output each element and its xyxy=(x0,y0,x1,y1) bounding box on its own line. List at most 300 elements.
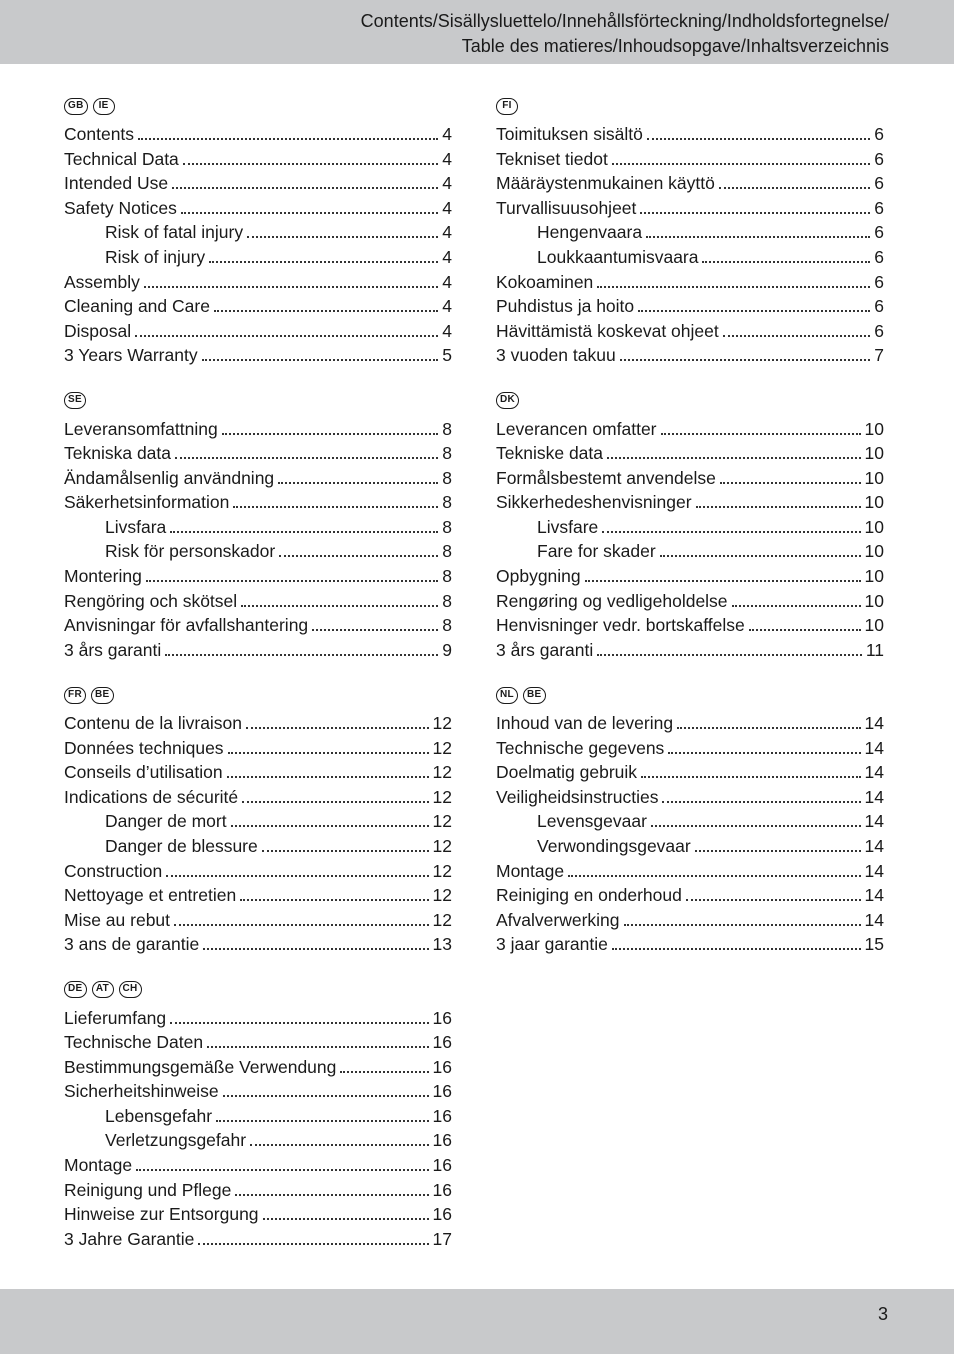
dot-leader xyxy=(170,1012,428,1024)
dot-leader xyxy=(227,766,429,778)
dot-leader xyxy=(183,153,438,165)
toc-entry-label: 3 jaar garantie xyxy=(496,934,608,955)
toc-entry-page: 14 xyxy=(864,713,884,733)
toc-entry[interactable] xyxy=(64,589,452,614)
toc-entry-label: Contents xyxy=(64,124,135,144)
dot-leader xyxy=(638,300,870,312)
toc-entry-label: Montage xyxy=(64,1155,133,1176)
language-badges xyxy=(64,387,452,415)
toc-entry-label: Doelmatig gebruik xyxy=(496,762,638,783)
toc-entry[interactable] xyxy=(64,270,452,295)
toc-entry-page: 16 xyxy=(432,1007,452,1028)
toc-entry-label: 3 vuoden takuu xyxy=(496,345,616,366)
dot-leader xyxy=(263,1208,429,1220)
toc-entry-label: Cleaning and Care xyxy=(64,296,210,317)
toc-entry-page: 14 xyxy=(864,762,884,783)
dot-leader xyxy=(207,1036,428,1048)
language-badge: SE xyxy=(64,392,86,409)
toc-entry-page: 10 xyxy=(864,590,884,611)
toc-entry-label: Loukkaantumisvaara xyxy=(537,246,699,267)
language-badge: BE xyxy=(91,687,114,704)
toc-entry-label: Données techniques xyxy=(64,737,224,758)
toc-entry[interactable] xyxy=(64,1153,452,1178)
toc-entry[interactable] xyxy=(64,859,452,884)
toc-entry-label: Reinigung und Pflege xyxy=(64,1179,232,1200)
language-badge: DK xyxy=(496,392,519,409)
toc-entry[interactable] xyxy=(64,760,452,785)
toc-entry[interactable] xyxy=(64,1202,452,1227)
toc-entry-label: Nettoyage et entretien xyxy=(64,885,237,906)
toc-entry-label: Safety Notices xyxy=(64,197,177,218)
toc-entry[interactable] xyxy=(496,147,884,172)
toc-entry-page: 12 xyxy=(432,762,452,783)
toc-entry-label: Risk of injury xyxy=(105,246,206,267)
toc-entry[interactable] xyxy=(64,613,452,638)
toc-entry-page: 6 xyxy=(874,296,884,317)
toc-entry[interactable] xyxy=(64,908,452,933)
dot-leader xyxy=(695,840,861,852)
toc-entry-page: 10 xyxy=(864,615,884,636)
dot-leader xyxy=(568,865,860,877)
toc-entry-page: 15 xyxy=(864,934,884,955)
toc-entry-label: Kokoaminen xyxy=(496,271,594,292)
toc-entry-label: 3 ans de garantie xyxy=(64,934,200,955)
language-badge: FR xyxy=(64,687,86,704)
toc-entry-page: 4 xyxy=(442,320,452,341)
dot-leader xyxy=(620,349,871,361)
toc-entry-page: 8 xyxy=(442,443,452,464)
language-badge: CH xyxy=(119,981,142,998)
toc-entry-label: Veiligheidsinstructies xyxy=(496,786,659,807)
toc-section xyxy=(64,92,452,387)
toc-entry-page: 10 xyxy=(864,443,884,464)
dot-leader xyxy=(222,423,439,435)
toc-entry[interactable] xyxy=(496,245,884,270)
toc-entry-page: 9 xyxy=(442,639,452,660)
toc-entry-page: 4 xyxy=(442,296,452,317)
dot-leader xyxy=(723,325,871,337)
toc-entry-page: 12 xyxy=(432,713,452,733)
toc-entry[interactable] xyxy=(64,1030,452,1055)
dot-leader xyxy=(146,570,438,582)
toc-entry-label: Toimituksen sisältö xyxy=(496,124,643,144)
language-badges xyxy=(496,92,884,120)
toc-entry-label: Mise au rebut xyxy=(64,909,171,930)
toc-entry-label: Puhdistus ja hoito xyxy=(496,296,635,317)
toc-entry-page: 4 xyxy=(442,173,452,194)
toc-entry-page: 16 xyxy=(432,1032,452,1053)
toc-entry-label: Disposal xyxy=(64,320,132,341)
toc-entry[interactable] xyxy=(64,220,452,245)
toc-entry-page: 12 xyxy=(432,737,452,758)
toc-entry[interactable] xyxy=(64,1104,452,1129)
toc-entry[interactable] xyxy=(496,122,884,147)
dot-leader xyxy=(138,128,438,140)
dot-leader xyxy=(597,276,870,288)
toc-entry-page: 8 xyxy=(442,516,452,537)
toc-entry[interactable] xyxy=(496,638,884,663)
toc-entry-page: 4 xyxy=(442,271,452,292)
toc-entry-label: Livsfare xyxy=(537,516,599,537)
toc-entry[interactable] xyxy=(64,343,452,368)
header-bar xyxy=(0,0,954,64)
toc-entry-page: 4 xyxy=(442,148,452,169)
toc-entry-label: Hengenvaara xyxy=(537,222,643,243)
toc-entry-page: 11 xyxy=(865,639,884,660)
toc-entry[interactable] xyxy=(496,736,884,761)
dot-leader xyxy=(209,251,438,263)
dot-leader xyxy=(262,840,429,852)
toc-entry-page: 8 xyxy=(442,566,452,587)
dot-leader xyxy=(247,226,438,238)
toc-entry[interactable] xyxy=(496,834,884,859)
toc-entry[interactable] xyxy=(64,441,452,466)
toc-entry-label: Assembly xyxy=(64,271,140,292)
dot-leader xyxy=(646,226,870,238)
toc-entry-label: Leveransomfattning xyxy=(64,418,218,439)
dot-leader xyxy=(233,496,438,508)
toc-entry-label: 3 Years Warranty xyxy=(64,345,198,366)
toc-section xyxy=(64,681,452,976)
language-badge: DE xyxy=(64,981,87,998)
dot-leader xyxy=(241,595,438,607)
dot-leader xyxy=(340,1061,428,1073)
dot-leader xyxy=(223,1085,429,1097)
toc-entry-label: Hinweise zur Entsorgung xyxy=(64,1204,259,1225)
dot-leader xyxy=(719,177,870,189)
toc-entry-label: Anvisningar för avfallshantering xyxy=(64,615,309,636)
toc-entry-label: Construction xyxy=(64,860,163,881)
toc-entry[interactable] xyxy=(496,539,884,564)
language-badge: BE xyxy=(523,687,546,704)
toc-entry[interactable] xyxy=(64,638,452,663)
toc-entry-label: 3 Jahre Garantie xyxy=(64,1228,195,1249)
toc-entry-page: 10 xyxy=(864,516,884,537)
dot-leader xyxy=(198,1233,428,1245)
dot-leader xyxy=(136,1159,428,1171)
toc-entry[interactable] xyxy=(64,515,452,540)
toc-entry-page: 14 xyxy=(864,737,884,758)
dot-leader xyxy=(279,545,438,557)
toc-entry-page: 6 xyxy=(874,222,884,243)
toc-entry-page: 4 xyxy=(442,246,452,267)
toc-entry-page: 5 xyxy=(442,345,452,366)
toc-entry[interactable] xyxy=(496,515,884,540)
toc-entry[interactable] xyxy=(64,147,452,172)
toc-entry[interactable] xyxy=(496,466,884,491)
toc-entry[interactable] xyxy=(496,883,884,908)
toc-section xyxy=(64,976,452,1271)
toc-entry-page: 12 xyxy=(432,835,452,856)
dot-leader xyxy=(651,815,861,827)
toc-entry-page: 8 xyxy=(442,590,452,611)
toc-entry-page: 8 xyxy=(442,418,452,439)
toc-entry[interactable] xyxy=(496,859,884,884)
toc-entry-label: Conseils d’utilisation xyxy=(64,762,223,783)
toc-entry-page: 14 xyxy=(864,811,884,832)
toc-entry-page: 8 xyxy=(442,615,452,636)
toc-entry-label: Livsfara xyxy=(105,516,167,537)
toc-entry-page: 14 xyxy=(864,786,884,807)
toc-entry[interactable] xyxy=(64,1128,452,1153)
toc-entry-page: 10 xyxy=(864,467,884,488)
language-badge: IE xyxy=(93,98,115,115)
title-line-1: Contents/Sisällysluettelo/Innehållsförteckning/Indholdsfortegnelse/ xyxy=(360,11,889,31)
toc-entry[interactable] xyxy=(496,564,884,589)
toc-entry-page: 6 xyxy=(874,148,884,169)
toc-entry-page: 6 xyxy=(874,246,884,267)
toc-entry-page: 6 xyxy=(874,197,884,218)
dot-leader xyxy=(246,717,429,729)
toc-entry[interactable] xyxy=(64,196,452,221)
dot-leader xyxy=(278,472,438,484)
toc-entry-label: Säkerhetsinformation xyxy=(64,492,230,513)
toc-entry-page: 16 xyxy=(432,1155,452,1176)
dot-leader xyxy=(732,595,861,607)
toc-entry-page: 4 xyxy=(442,197,452,218)
toc-entry[interactable] xyxy=(496,171,884,196)
dot-leader xyxy=(203,938,428,950)
toc-entry-page: 6 xyxy=(874,320,884,341)
dot-leader xyxy=(660,545,861,557)
dot-leader xyxy=(612,938,861,950)
toc-entry-label: Bestimmungsgemäße Verwendung xyxy=(64,1056,337,1077)
toc-entry-label: 3 års garanti xyxy=(496,639,594,660)
toc-entry-label: Technische gegevens xyxy=(496,737,665,758)
toc-entry-page: 16 xyxy=(432,1081,452,1102)
dot-leader xyxy=(668,742,860,754)
toc-entry-page: 14 xyxy=(864,835,884,856)
toc-entry-label: Risk of fatal injury xyxy=(105,222,244,243)
toc-entry-page: 12 xyxy=(432,860,452,881)
dot-leader xyxy=(242,791,428,803)
dot-leader xyxy=(181,202,438,214)
toc-entry[interactable] xyxy=(496,760,884,785)
dot-leader xyxy=(235,1184,428,1196)
toc-entry-page: 4 xyxy=(442,222,452,243)
toc-entry[interactable] xyxy=(64,1006,452,1031)
toc-entry-label: Afvalverwerking xyxy=(496,909,620,930)
dot-leader xyxy=(166,865,428,877)
toc-entry[interactable] xyxy=(64,466,452,491)
toc-entry[interactable] xyxy=(64,1178,452,1203)
page-number: 3 xyxy=(877,1304,888,1324)
toc-entry-page: 12 xyxy=(432,786,452,807)
toc-entry[interactable] xyxy=(64,1055,452,1080)
dot-leader xyxy=(597,644,862,656)
toc-entry-label: Intended Use xyxy=(64,173,169,194)
dot-leader xyxy=(240,889,428,901)
toc-entry-label: Lebensgefahr xyxy=(105,1105,213,1126)
toc-entry-label: Reiniging en onderhoud xyxy=(496,885,682,906)
toc-entry-label: Fare for skader xyxy=(537,541,656,562)
toc-entry[interactable] xyxy=(496,908,884,933)
toc-entry-page: 6 xyxy=(874,173,884,194)
toc-entry[interactable] xyxy=(496,220,884,245)
toc-entry[interactable] xyxy=(496,711,884,736)
toc-entry-label: Danger de blessure xyxy=(105,835,258,856)
toc-entry-page: 7 xyxy=(874,345,884,366)
toc-entry-label: Verletzungsgefahr xyxy=(105,1130,247,1151)
toc-section xyxy=(64,387,452,682)
toc-entry-label: Inhoud van de levering xyxy=(496,713,674,733)
toc-entry-label: Henvisninger vedr. bortskaffelse xyxy=(496,615,745,636)
dot-leader xyxy=(250,1134,428,1146)
toc-column-right xyxy=(496,92,884,976)
toc-entry-label: Lieferumfang xyxy=(64,1007,167,1028)
toc-entry-label: Technical Data xyxy=(64,148,179,169)
dot-leader xyxy=(702,251,870,263)
toc-entry[interactable] xyxy=(496,343,884,368)
toc-entry[interactable] xyxy=(496,294,884,319)
language-badge: FI xyxy=(496,98,518,115)
dot-leader xyxy=(696,496,861,508)
toc-entry-label: Rengøring og vedligeholdelse xyxy=(496,590,728,611)
toc-entry-page: 13 xyxy=(432,934,452,955)
toc-entry-label: Hävittämistä koskevat ohjeet xyxy=(496,320,719,341)
toc-entry[interactable] xyxy=(64,171,452,196)
toc-entry-page: 10 xyxy=(864,566,884,587)
toc-entry[interactable] xyxy=(64,1079,452,1104)
toc-entry-page: 17 xyxy=(432,1228,452,1249)
toc-section xyxy=(496,681,884,976)
toc-entry[interactable] xyxy=(64,319,452,344)
page-title xyxy=(361,9,889,59)
toc-entry[interactable] xyxy=(64,490,452,515)
toc-entry[interactable] xyxy=(496,196,884,221)
toc-entry[interactable] xyxy=(64,122,452,147)
dot-leader xyxy=(661,423,861,435)
title-line-2: Table des matieres/Inhoudsopgave/Inhaltsverzeichnis xyxy=(461,36,889,56)
dot-leader xyxy=(640,202,870,214)
toc-entry-label: Indications de sécurité xyxy=(64,786,239,807)
toc-entry[interactable] xyxy=(496,441,884,466)
toc-entry-page: 14 xyxy=(864,885,884,906)
language-badges xyxy=(496,681,884,709)
toc-section xyxy=(496,92,884,387)
toc-entry[interactable] xyxy=(64,932,452,957)
toc-entry-label: 3 års garanti xyxy=(64,639,162,660)
toc-entry[interactable] xyxy=(496,319,884,344)
toc-entry-label: Määräystenmukainen käyttö xyxy=(496,173,715,194)
dot-leader xyxy=(144,276,438,288)
toc-entry[interactable] xyxy=(496,613,884,638)
toc-entry-label: Risk för personskador xyxy=(105,541,276,562)
toc-entry-label: Montering xyxy=(64,566,142,587)
toc-entry[interactable] xyxy=(496,785,884,810)
toc-entry-page: 8 xyxy=(442,467,452,488)
dot-leader xyxy=(135,325,438,337)
dot-leader xyxy=(216,1110,428,1122)
dot-leader xyxy=(662,791,860,803)
toc-entry[interactable] xyxy=(64,883,452,908)
toc-entry[interactable] xyxy=(496,932,884,957)
toc-entry[interactable] xyxy=(64,245,452,270)
toc-entry[interactable] xyxy=(64,539,452,564)
language-badges xyxy=(64,681,452,709)
toc-entry[interactable] xyxy=(64,417,452,442)
toc-entry-label: Tekniska data xyxy=(64,443,172,464)
toc-entry[interactable] xyxy=(64,736,452,761)
dot-leader xyxy=(647,128,870,140)
dot-leader xyxy=(585,570,861,582)
toc-entry-page: 12 xyxy=(432,811,452,832)
toc-entry-page: 14 xyxy=(864,860,884,881)
toc-entry-label: Danger de mort xyxy=(105,811,227,832)
toc-entry-page: 4 xyxy=(442,124,452,144)
toc-entry[interactable] xyxy=(64,564,452,589)
footer-bar xyxy=(0,1289,954,1354)
toc-entry[interactable] xyxy=(64,294,452,319)
dot-leader xyxy=(749,619,861,631)
toc-entry[interactable] xyxy=(64,785,452,810)
toc-entry[interactable] xyxy=(496,270,884,295)
dot-leader xyxy=(602,521,860,533)
toc-entry-label: Technische Daten xyxy=(64,1032,204,1053)
toc-entry-label: Sikkerhedeshenvisninger xyxy=(496,492,692,513)
toc-entry-page: 16 xyxy=(432,1056,452,1077)
toc-entry-label: Tekniske data xyxy=(496,443,604,464)
toc-entry-page: 12 xyxy=(432,885,452,906)
toc-entry-page: 10 xyxy=(864,418,884,439)
toc-entry-label: Levensgevaar xyxy=(537,811,647,832)
toc-entry-page: 16 xyxy=(432,1179,452,1200)
dot-leader xyxy=(624,914,861,926)
toc-entry[interactable] xyxy=(64,834,452,859)
dot-leader xyxy=(175,447,438,459)
language-badges xyxy=(64,976,452,1004)
toc-entry-label: Leverancen omfatter xyxy=(496,418,657,439)
dot-leader xyxy=(612,153,870,165)
toc-entry-page: 10 xyxy=(864,541,884,562)
language-badge: GB xyxy=(64,98,88,115)
toc-entry[interactable] xyxy=(496,490,884,515)
toc-entry-label: Verwondingsgevaar xyxy=(537,835,691,856)
language-badges xyxy=(64,92,452,120)
toc-entry-page: 8 xyxy=(442,541,452,562)
toc-entry-label: Opbygning xyxy=(496,566,581,587)
dot-leader xyxy=(170,521,438,533)
dot-leader xyxy=(214,300,438,312)
dot-leader xyxy=(686,889,861,901)
toc-entry[interactable] xyxy=(64,711,452,736)
dot-leader xyxy=(677,717,860,729)
dot-leader xyxy=(312,619,438,631)
toc-entry[interactable] xyxy=(64,1227,452,1252)
toc-entry[interactable] xyxy=(496,809,884,834)
language-badges xyxy=(496,387,884,415)
toc-entry-label: Montage xyxy=(496,860,565,881)
dot-leader xyxy=(165,644,438,656)
toc-column-left xyxy=(64,92,452,1270)
dot-leader xyxy=(172,177,438,189)
language-badge: NL xyxy=(496,687,518,704)
toc-entry-label: Tekniset tiedot xyxy=(496,148,608,169)
toc-entry-page: 8 xyxy=(442,492,452,513)
toc-entry[interactable] xyxy=(496,589,884,614)
toc-entry-page: 16 xyxy=(432,1105,452,1126)
toc-entry-page: 10 xyxy=(864,492,884,513)
toc-entry[interactable] xyxy=(496,417,884,442)
toc-entry-label: Ändamålsenlig användning xyxy=(64,467,275,488)
toc-entry-label: Turvallisuusohjeet xyxy=(496,197,637,218)
toc-entry-label: Formålsbestemt anvendelse xyxy=(496,467,716,488)
toc-entry-label: Sicherheitshinweise xyxy=(64,1081,219,1102)
toc-entry-page: 6 xyxy=(874,124,884,144)
dot-leader xyxy=(202,349,439,361)
toc-entry-label: Contenu de la livraison xyxy=(64,713,243,733)
toc-entry[interactable] xyxy=(64,809,452,834)
